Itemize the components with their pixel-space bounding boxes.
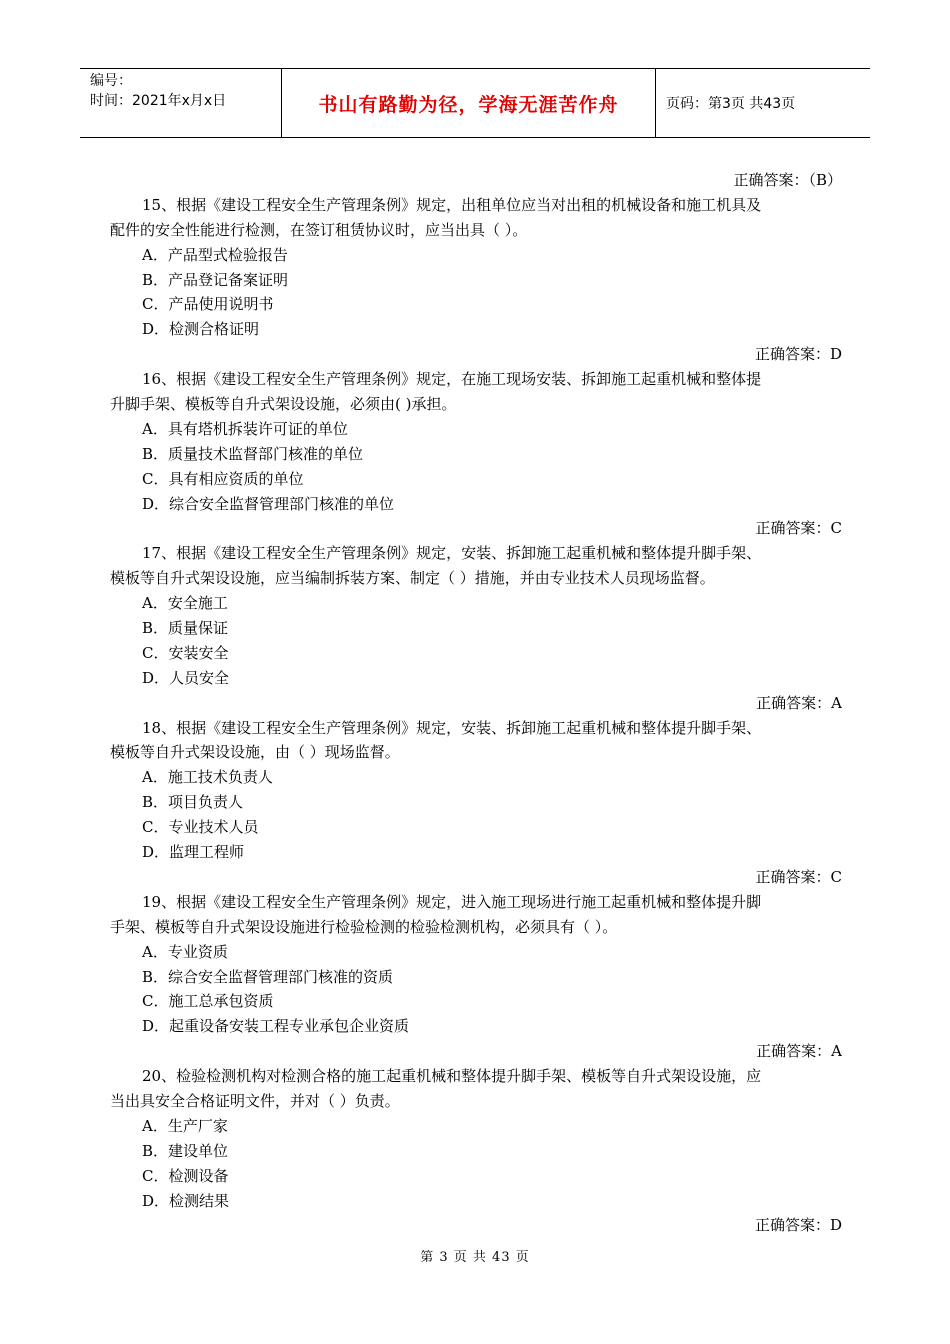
answer-line: 正确答案：C bbox=[755, 867, 842, 886]
option-line: D．检测合格证明 bbox=[142, 320, 260, 339]
question-stem-continuation: 升脚手架、模板等自升式架设设施，必须由( )承担。 bbox=[110, 395, 457, 414]
question-stem-line: 17、根据《建设工程安全生产管理条例》规定，安装、拆卸施工起重机械和整体提升脚手架、 bbox=[142, 544, 762, 563]
option-line: A．专业资质 bbox=[142, 942, 228, 961]
header-meta-cell bbox=[80, 69, 282, 137]
option-line: D．综合安全监督管理部门核准的单位 bbox=[142, 494, 395, 513]
header-page-cell bbox=[656, 69, 870, 137]
option-line: C．具有相应资质的单位 bbox=[142, 469, 304, 488]
question-content bbox=[110, 168, 842, 1238]
option-line: B．产品登记备案证明 bbox=[142, 270, 289, 289]
option-line: A．生产厂家 bbox=[142, 1116, 228, 1135]
time-label: 时间：2021年x月x日 bbox=[90, 93, 227, 109]
option-line: B．综合安全监督管理部门核准的资质 bbox=[142, 967, 394, 986]
question-stem-continuation: 模板等自升式架设设施，由（ ）现场监督。 bbox=[110, 743, 400, 762]
serial-label: 编号： bbox=[90, 73, 132, 89]
option-line: C．检测设备 bbox=[142, 1166, 229, 1185]
answer-line: 正确答案：D bbox=[754, 345, 842, 364]
option-line: D．监理工程师 bbox=[142, 843, 245, 862]
option-line: B．项目负责人 bbox=[142, 793, 244, 812]
answer-line: 正确答案：D bbox=[754, 1216, 842, 1235]
header-motto-cell bbox=[282, 69, 656, 137]
question-stem-continuation: 模板等自升式架设设施，应当编制拆装方案、制定（ ）措施，并由专业技术人员现场监督。 bbox=[110, 569, 715, 588]
answer-line: 正确答案：C bbox=[755, 519, 842, 538]
answer-line: 正确答案：A bbox=[756, 1042, 842, 1061]
option-line: B．建设单位 bbox=[142, 1141, 229, 1160]
header-page-info: 页码：第3页 共43页 bbox=[666, 96, 796, 112]
option-line: A．产品型式检验报告 bbox=[142, 245, 288, 264]
option-line: B．质量保证 bbox=[142, 619, 229, 638]
option-line: D．人员安全 bbox=[142, 668, 230, 687]
page-header bbox=[80, 68, 870, 138]
question-stem-continuation: 配件的安全性能进行检测，在签订租赁协议时，应当出具（ ）。 bbox=[110, 220, 528, 239]
option-line: A．施工技术负责人 bbox=[142, 768, 273, 787]
question-stem-line: 20、检验检测机构对检测合格的施工起重机械和整体提升脚手架、模板等自升式架设设施，应 bbox=[142, 1067, 762, 1086]
option-line: C．安装安全 bbox=[142, 643, 229, 662]
question-stem-line: 18、根据《建设工程安全生产管理条例》规定，安装、拆卸施工起重机械和整体提升脚手架、 bbox=[142, 718, 762, 737]
option-line: B．质量技术监督部门核准的单位 bbox=[142, 444, 364, 463]
question-stem-line: 16、根据《建设工程安全生产管理条例》规定，在施工现场安装、拆卸施工起重机械和整体提 bbox=[142, 370, 762, 389]
answer-line: 正确答案：A bbox=[756, 693, 842, 712]
page-footer: 第 3 页 共 43 页 bbox=[420, 1250, 530, 1265]
question-stem-continuation: 当出具安全合格证明文件，并对（ ）负责。 bbox=[110, 1091, 400, 1110]
option-line: D．起重设备安装工程专业承包企业资质 bbox=[142, 1017, 410, 1036]
option-line: A．具有塔机拆装许可证的单位 bbox=[142, 419, 348, 438]
option-line: C．专业技术人员 bbox=[142, 818, 259, 837]
option-line: A．安全施工 bbox=[142, 594, 228, 613]
option-line: C．产品使用说明书 bbox=[142, 295, 274, 314]
option-line: C．施工总承包资质 bbox=[142, 992, 274, 1011]
question-stem-line: 15、根据《建设工程安全生产管理条例》规定，出租单位应当对出租的机械设备和施工机具及 bbox=[142, 195, 762, 214]
question-stem-line: 19、根据《建设工程安全生产管理条例》规定，进入施工现场进行施工起重机械和整体提升脚 bbox=[142, 892, 762, 911]
answer-line: 正确答案：（B） bbox=[733, 171, 842, 189]
option-line: D．检测结果 bbox=[142, 1191, 230, 1210]
question-stem-continuation: 手架、模板等自升式架设设施进行检验检测的检验检测机构，必须具有（ ）。 bbox=[110, 917, 618, 936]
header-motto: 书山有路勤为径，学海无涯苦作舟 bbox=[318, 93, 619, 116]
